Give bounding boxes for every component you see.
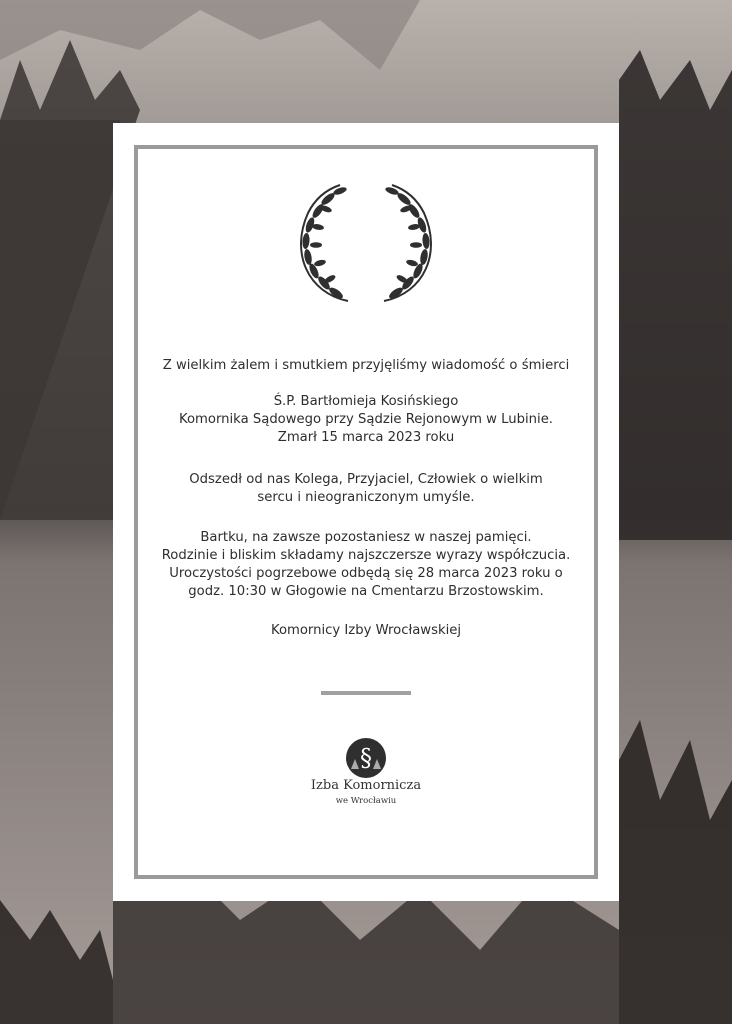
tribute-line-2: sercu i nieograniczonym umyśle. [257,490,475,505]
notice-intro: Z wielkim żalem i smutkiem przyjęliśmy wiadomość o śmierci [162,358,570,373]
tribute-line-1: Odszedł od nas Kolega, Przyjaciel, Człowiek o wielkim [189,472,543,487]
divider [321,691,411,695]
signature-block [113,622,619,640]
memory-block [113,529,619,601]
funeral-line-1: Uroczystości pogrzebowe odbędą się 28 marca 2023 roku o [169,566,563,581]
funeral-line-2: godz. 10:30 w Głogowie na Cmentarzu Brzostowskim. [188,584,544,599]
paragraph-seal-icon [343,735,389,781]
deceased-name: Ś.P. Bartłomieja Kosińskiego [273,394,459,409]
deceased-block [113,393,619,447]
death-date: Zmarł 15 marca 2023 roku [277,430,455,445]
deceased-title: Komornika Sądowego przy Sądzie Rejonowym w Lubinie. [179,412,553,427]
notice-intro-block [113,357,619,375]
memory-line: Bartku, na zawsze pozostaniesz w naszej pamięci. [200,530,532,545]
memorial-card [113,123,619,901]
organization-subtitle: we Wrocławiu [335,796,397,806]
svg-text:§: § [360,744,372,772]
signature: Komornicy Izby Wrocławskiej [270,623,462,638]
condolences-line: Rodzinie i bliskim składamy najszczersze wyrazy współczucia. [161,548,571,563]
laurel-wreath-icon [288,183,444,305]
organization-name: Izba Komornicza [310,778,422,793]
tribute-block [113,471,619,507]
